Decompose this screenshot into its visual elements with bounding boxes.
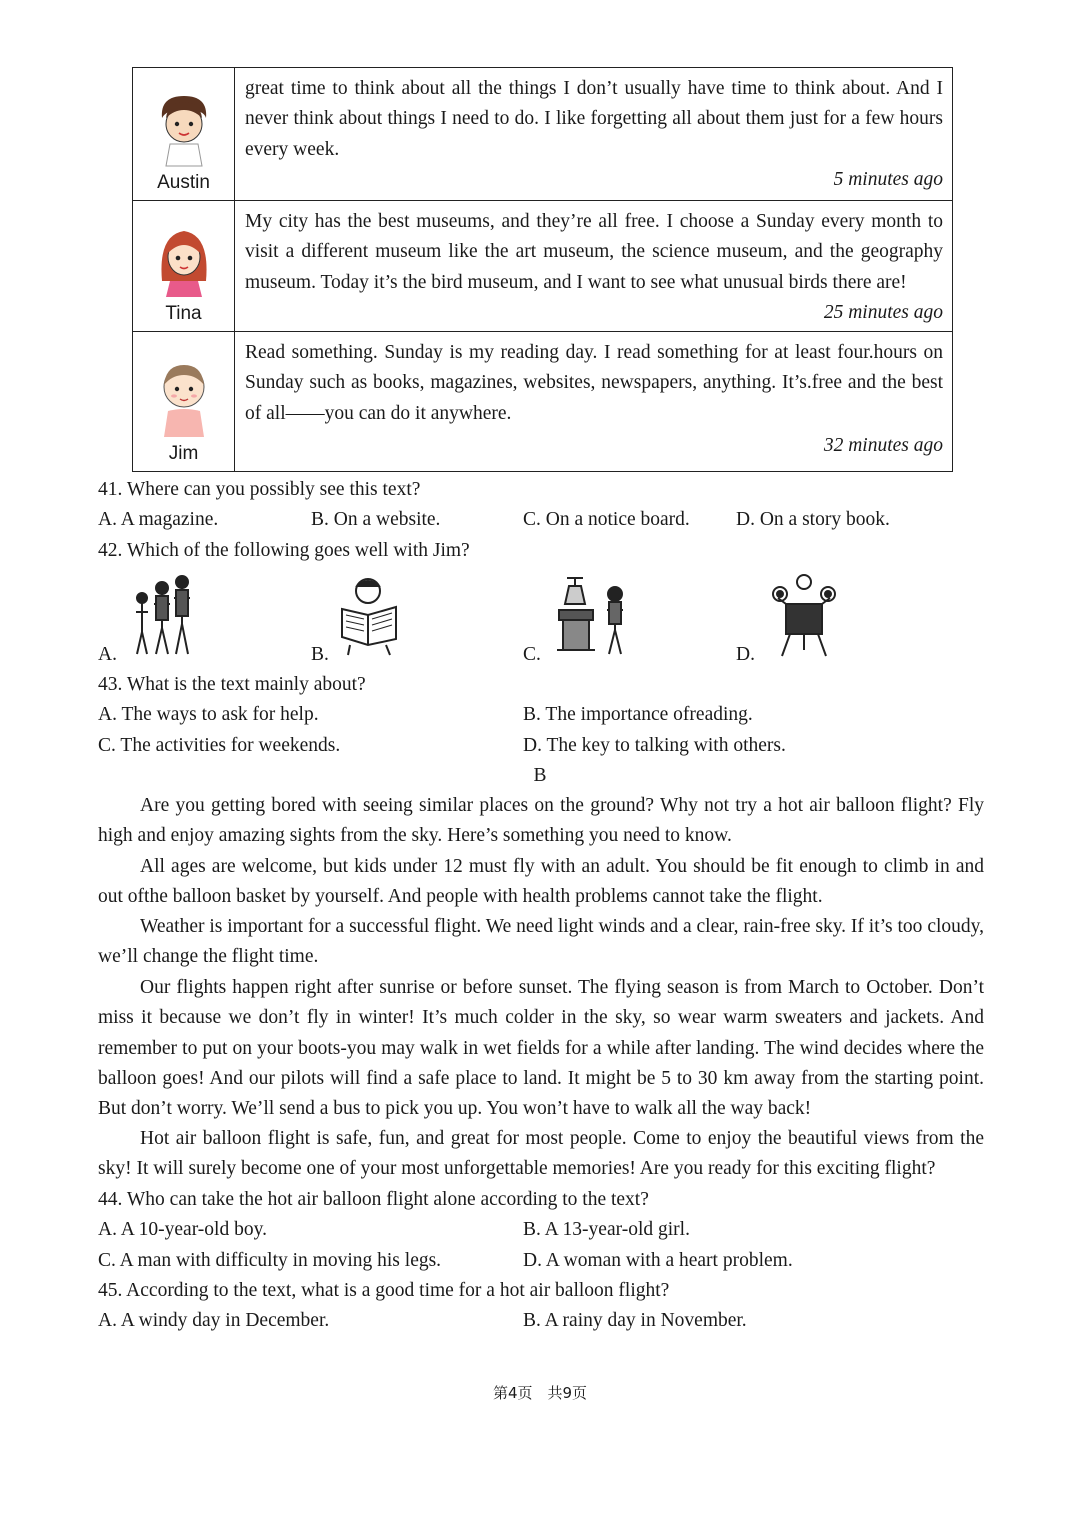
boy-avatar-icon bbox=[154, 357, 214, 439]
comment-body bbox=[235, 332, 952, 471]
q41-option-a: A. A magazine. bbox=[98, 509, 219, 530]
passage-paragraph: All ages are welcome, but kids under 12 must fly with an adult. You should be fit enough to climb in and out ofthe balloon basket by yourself. And people with health problems cannot take the flight. bbox=[98, 856, 984, 908]
q44-option-b: B. A 13-year-old girl. bbox=[523, 1219, 690, 1240]
museum-exhibit-icon bbox=[553, 574, 633, 658]
commenter-name: Austin bbox=[157, 172, 210, 193]
q45-option-b: B. A rainy day in November. bbox=[523, 1310, 747, 1331]
commenter-tina bbox=[133, 201, 235, 331]
comment-row-tina bbox=[133, 201, 952, 332]
question-44: 44. Who can take the hot air balloon flight alone according to the text? bbox=[98, 1189, 649, 1210]
q45-option-a: A. A windy day in December. bbox=[98, 1310, 330, 1331]
passage-paragraph: Our flights happen right after sunrise or before sunset. The flying season is from March to October. Don’t miss it because we don’t fly in winter! It’s much colder in the sky, so wear warm sweaters and jackets. And remember to put on your boots-you may walk in wet fields for a while after landing. The wind decides where the balloon goes! And our pilots will find a safe place to land. It might be 5 to 30 km away from the starting point. But don’t worry. We’ll send a bus to pick you up. You won’t have to walk all the way back! bbox=[98, 977, 984, 1120]
performer-on-stage-icon bbox=[768, 574, 840, 660]
q44-option-a: A. A 10-year-old boy. bbox=[98, 1219, 267, 1240]
passage-paragraph: Are you getting bored with seeing similar places on the ground? Why not try a hot air balloon flight? Fly high and enjoy amazing sights from the sky. Here’s something you need to know. bbox=[98, 795, 984, 847]
comment-text: My city has the best museums, and they’re all free. I choose a Sunday every month to visit a different museum like the art museum, the science museum, and the geography museum. Today it’s the bird museum, and I want to see what unusual birds there are! bbox=[245, 211, 943, 293]
comment-body bbox=[235, 201, 952, 331]
q41-option-d: D. On a story book. bbox=[736, 509, 890, 530]
comment-table bbox=[132, 67, 953, 472]
comment-timestamp: 25 minutes ago bbox=[823, 301, 943, 323]
q42-option-d: D. bbox=[736, 644, 755, 665]
question-42: 42. Which of the following goes well with Jim? bbox=[98, 540, 470, 561]
page-number: 第4页 共9页 bbox=[492, 1384, 588, 1402]
commenter-name: Jim bbox=[168, 443, 199, 464]
passage-paragraph: Weather is important for a successful flight. We need light winds and a clear, rain-free sky. If it’s too cloudy, we’ll change the flight time. bbox=[98, 916, 984, 968]
q44-option-c: C. A man with difficulty in moving his legs. bbox=[98, 1250, 442, 1271]
q42-option-c: C. bbox=[523, 644, 541, 665]
comment-timestamp: 32 minutes ago bbox=[823, 434, 943, 456]
q41-option-c: C. On a notice board. bbox=[523, 509, 690, 530]
family-walking-icon bbox=[128, 574, 200, 658]
q43-option-b: B. The importance ofreading. bbox=[523, 704, 753, 725]
comment-row-austin bbox=[133, 68, 952, 201]
q43-option-c: C. The activities for weekends. bbox=[98, 735, 341, 756]
q42-option-b: B. bbox=[311, 644, 329, 665]
q41-option-b: B. On a website. bbox=[311, 509, 441, 530]
question-43: 43. What is the text mainly about? bbox=[98, 674, 366, 695]
girl-avatar-icon bbox=[154, 221, 214, 299]
question-41: 41. Where can you possibly see this text? bbox=[98, 479, 421, 500]
comment-text: great time to think about all the things I don’t usually have time to think about. And I never think about things I need to do. I like forgetting all about them just for a few hours every week. bbox=[245, 78, 943, 160]
comment-row-jim bbox=[133, 332, 952, 471]
q44-option-d: D. A woman with a heart problem. bbox=[523, 1250, 793, 1271]
passage-paragraph: Hot air balloon flight is safe, fun, and great for most people. Come to enjoy the beautiful views from the sky! It will surely become one of your most unforgettable memories! Are you ready for this exciting flight? bbox=[98, 1128, 984, 1180]
q42-option-a: A. bbox=[98, 644, 117, 665]
question-45: 45. According to the text, what is a good time for a hot air balloon flight? bbox=[98, 1280, 670, 1301]
comment-timestamp: 5 minutes ago bbox=[833, 168, 943, 190]
comment-body bbox=[235, 68, 952, 200]
comment-text: Read something. Sunday is my reading day. I read something for at least four.hours on Sunday such as books, magazines, websites, newspapers, anything. It’s.free and the best of all——you can do it anywhere. bbox=[245, 342, 943, 424]
boy-reading-book-icon bbox=[338, 575, 404, 657]
commenter-jim bbox=[133, 332, 235, 471]
section-heading: B bbox=[533, 765, 547, 786]
q43-option-a: A. The ways to ask for help. bbox=[98, 704, 319, 725]
boy-avatar-icon bbox=[154, 88, 214, 168]
commenter-austin bbox=[133, 68, 235, 200]
commenter-name: Tina bbox=[165, 303, 202, 324]
q43-option-d: D. The key to talking with others. bbox=[523, 735, 786, 756]
